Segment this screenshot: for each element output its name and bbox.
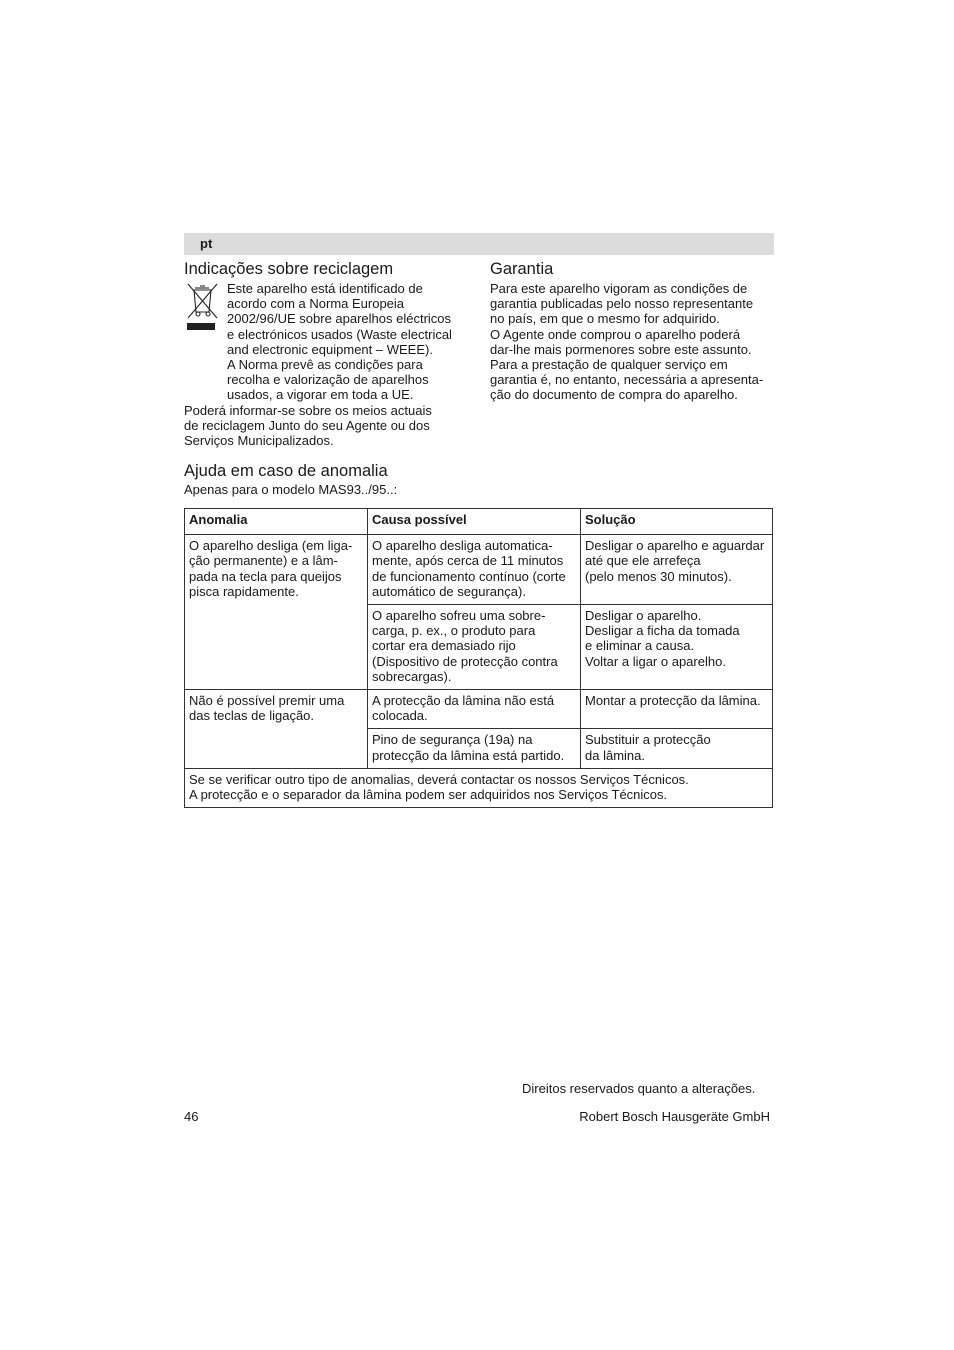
text-line: e electrónicos usados (Waste electrical — [227, 326, 452, 342]
cell-line: até que ele arrefeça — [585, 553, 701, 569]
warranty-heading: Garantia — [490, 260, 554, 278]
cell-line: e eliminar a causa. — [585, 638, 695, 654]
text-line: ção do documento de compra do aparelho. — [490, 387, 738, 403]
anomaly-cell — [185, 535, 368, 690]
table-row — [185, 690, 773, 729]
cell-line: colocada. — [372, 708, 428, 724]
cell-line: A protecção e o separador da lâmina podem ser adquiridos nos Serviços Técnicos. — [189, 787, 668, 803]
cell-line: automático de segurança). — [372, 583, 526, 599]
language-code: pt — [200, 236, 213, 251]
table-footer-row — [185, 768, 773, 807]
cell-line: O aparelho desliga (em liga- — [189, 538, 353, 554]
recycling-info — [184, 403, 474, 449]
text-line: 2002/96/UE sobre aparelhos eléctricos — [227, 311, 452, 327]
cause-cell — [368, 535, 581, 605]
page-number: 46 — [184, 1109, 199, 1124]
text-line: A Norma prevê as condições para — [227, 357, 423, 373]
text-line: de reciclagem Junto do seu Agente ou dos — [184, 418, 430, 434]
text-line: no país, em que o mesmo for adquirido. — [490, 311, 720, 327]
text-line: Para este aparelho vigoram as condições de — [490, 281, 748, 296]
footer-note-cell — [185, 768, 773, 807]
text-line: garantia é, no entanto, necessária a apresenta- — [490, 372, 764, 388]
cell-line: Montar a protecção da lâmina. — [585, 693, 761, 709]
table-header-row — [185, 509, 773, 535]
text-line: recolha e valorização de aparelhos — [227, 372, 429, 388]
cause-cell — [368, 729, 581, 768]
text-line: garantia publicadas pelo nosso representante — [490, 296, 754, 312]
cell-line: Pino de segurança (19a) na — [372, 732, 533, 748]
text-line: Este aparelho está identificado de — [227, 281, 423, 296]
cell-line: mente, após cerca de 11 minutos — [372, 553, 564, 569]
troubleshooting-table — [184, 508, 773, 808]
cell-line: O aparelho desliga automatica- — [372, 538, 553, 554]
cell-line: protecção da lâmina está partido. — [372, 747, 565, 763]
cell-line: Voltar a ligar o aparelho. — [585, 653, 726, 669]
cell-line: pisca rapidamente. — [189, 583, 299, 599]
model-note: Apenas para o modelo MAS93../95..: — [184, 482, 398, 497]
solution-cell — [581, 690, 773, 729]
text-line: Para a prestação de qualquer serviço em — [490, 357, 728, 373]
text-line: Serviços Municipalizados. — [184, 433, 334, 449]
cell-line: Não é possível premir uma — [189, 693, 345, 709]
warranty-text — [490, 281, 780, 403]
header-anomaly: Anomalia — [185, 509, 368, 535]
text-line: usados, a vigorar em toda a UE. — [227, 387, 414, 403]
cause-cell — [368, 605, 581, 690]
language-bar — [184, 233, 774, 255]
cell-line: de funcionamento contínuo (corte — [372, 568, 566, 584]
solution-cell — [581, 729, 773, 768]
cell-line: cortar era demasiado rijo — [372, 638, 516, 654]
crossed-out-wheelie-bin-icon — [184, 282, 220, 332]
company-name: Robert Bosch Hausgeräte GmbH — [579, 1109, 770, 1124]
cell-line: pada na tecla para queijos — [189, 568, 342, 584]
header-solution: Solução — [581, 509, 773, 535]
recycling-heading: Indicações sobre reciclagem — [184, 260, 394, 278]
cell-line: Desligar o aparelho e aguardar — [585, 538, 765, 554]
recycling-text — [227, 281, 477, 403]
cell-line: das teclas de ligação. — [189, 708, 315, 724]
cell-line: carga, p. ex., o produto para — [372, 623, 536, 639]
solution-cell — [581, 535, 773, 605]
cause-cell — [368, 690, 581, 729]
cell-line: ção permanente) e a lâm- — [189, 553, 338, 569]
cell-line: Se se verificar outro tipo de anomalias, deverá contactar os nossos Serviços Técnicos. — [189, 771, 689, 787]
text-line: O Agente onde comprou o aparelho poderá — [490, 326, 741, 342]
cell-line: A protecção da lâmina não está — [372, 693, 555, 709]
anomaly-cell — [185, 690, 368, 769]
cell-line: (pelo menos 30 minutos). — [585, 568, 732, 584]
cell-line: O aparelho sofreu uma sobre- — [372, 608, 546, 624]
cell-line: Substituir a protecção — [585, 732, 711, 748]
table-row — [185, 535, 773, 605]
text-line: acordo com a Norma Europeia — [227, 296, 405, 312]
text-line: dar-lhe mais pormenores sobre este assunto. — [490, 341, 752, 357]
cell-line: sobrecargas). — [372, 668, 452, 684]
header-cause: Causa possível — [368, 509, 581, 535]
cell-line: Desligar o aparelho. — [585, 608, 702, 624]
cell-line: (Dispositivo de protecção contra — [372, 653, 558, 669]
troubleshooting-heading: Ajuda em caso de anomalia — [184, 462, 388, 480]
rights-notice: Direitos reservados quanto a alterações. — [522, 1081, 756, 1096]
cell-line: Desligar a ficha da tomada — [585, 623, 740, 639]
text-line: and electronic equipment – WEEE). — [227, 341, 433, 357]
text-line: Poderá informar-se sobre os meios actuais — [184, 403, 432, 418]
solution-cell — [581, 605, 773, 690]
cell-line: da lâmina. — [585, 747, 645, 763]
